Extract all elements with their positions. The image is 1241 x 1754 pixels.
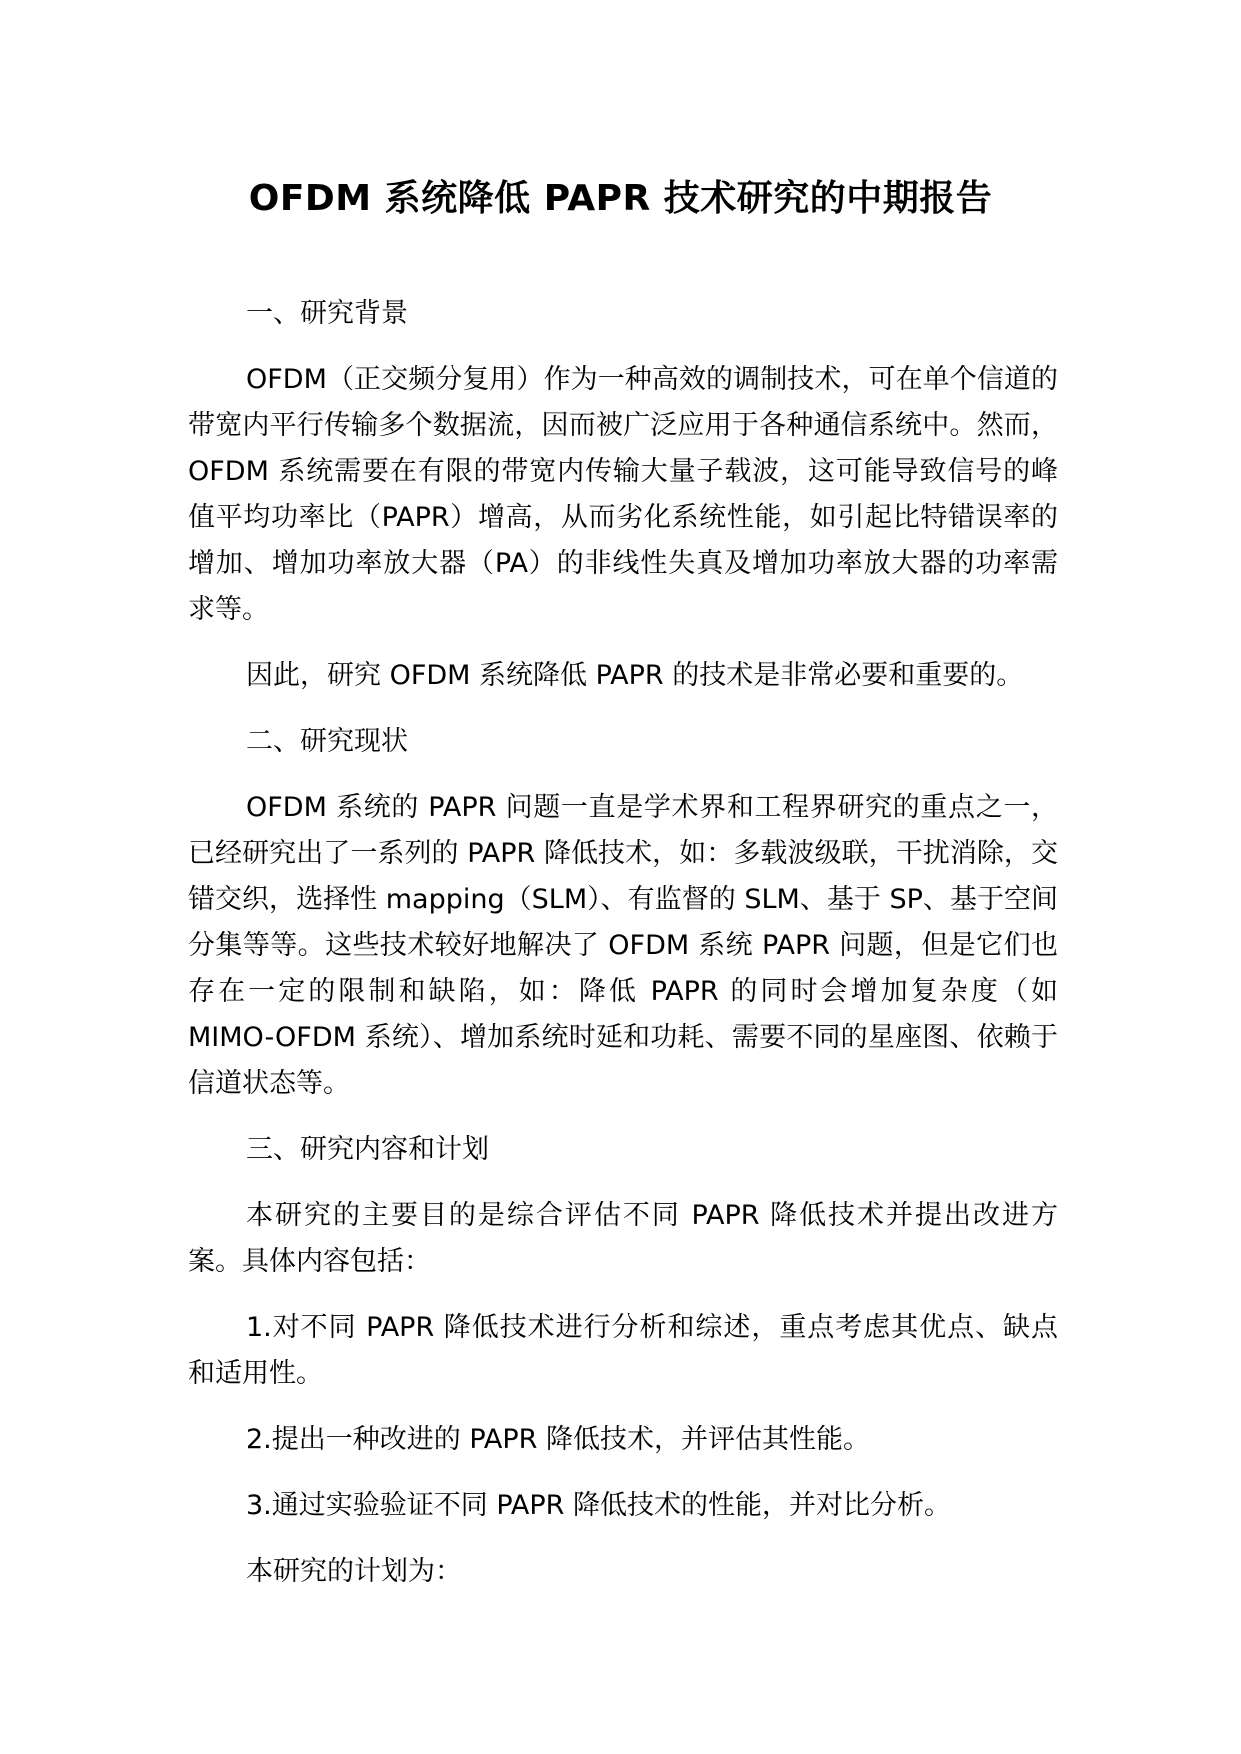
plan-list-item-3: 3.通过实验验证不同 PAPR 降低技术的性能，并对比分析。 — [246, 1490, 951, 1521]
background-paragraph-2: 因此，研究 OFDM 系统降低 PAPR 的技术是非常必要和重要的。 — [246, 660, 1024, 691]
section-heading-background: 一、研究背景 — [246, 298, 408, 329]
plan-list-item-1: 1.对不同 PAPR 降低技术进行分析和综述，重点考虑其优点、缺点和适用性。 — [188, 1312, 1058, 1389]
section-heading-status: 二、研究现状 — [246, 726, 408, 757]
status-paragraph-1: OFDM 系统的 PAPR 问题一直是学术界和工程界研究的重点之一，已经研究出了一系列的 PAPR 降低技术，如：多载波级联，干扰消除，交错交织，选择性 mapping（SLM）、有监督的 SLM、基于 SP、基于空间分集等等。这些技术较好地解决了 OFDM 系统 PAPR 问题，但是它们也存在一定的限制和缺陷，如：降低 PAPR 的同时会增加复杂度（如 MIMO-OFDM 系统）、增加系统时延和功耗、需要不同的星座图、依赖于信道状态等。 — [188, 792, 1058, 1099]
plan-paragraph-1: 本研究的主要目的是综合评估不同 PAPR 降低技术并提出改进方案。具体内容包括： — [188, 1200, 1058, 1277]
document-body — [188, 291, 1058, 1615]
background-paragraph-1: OFDM（正交频分复用）作为一种高效的调制技术，可在单个信道的带宽内平行传输多个数据流，因而被广泛应用于各种通信系统中。然而，OFDM 系统需要在有限的带宽内传输大量子载波，这可能导致信号的峰值平均功率比（PAPR）增高，从而劣化系统性能，如引起比特错误率的增加、增加功率放大器（PA）的非线性失真及增加功率放大器的功率需求等。 — [188, 364, 1058, 625]
plan-paragraph-2: 本研究的计划为： — [246, 1556, 462, 1587]
plan-list-item-2: 2.提出一种改进的 PAPR 降低技术，并评估其性能。 — [246, 1424, 870, 1455]
document-title: OFDM 系统降低 PAPR 技术研究的中期报告 — [248, 178, 993, 219]
section-heading-plan: 三、研究内容和计划 — [246, 1134, 489, 1165]
